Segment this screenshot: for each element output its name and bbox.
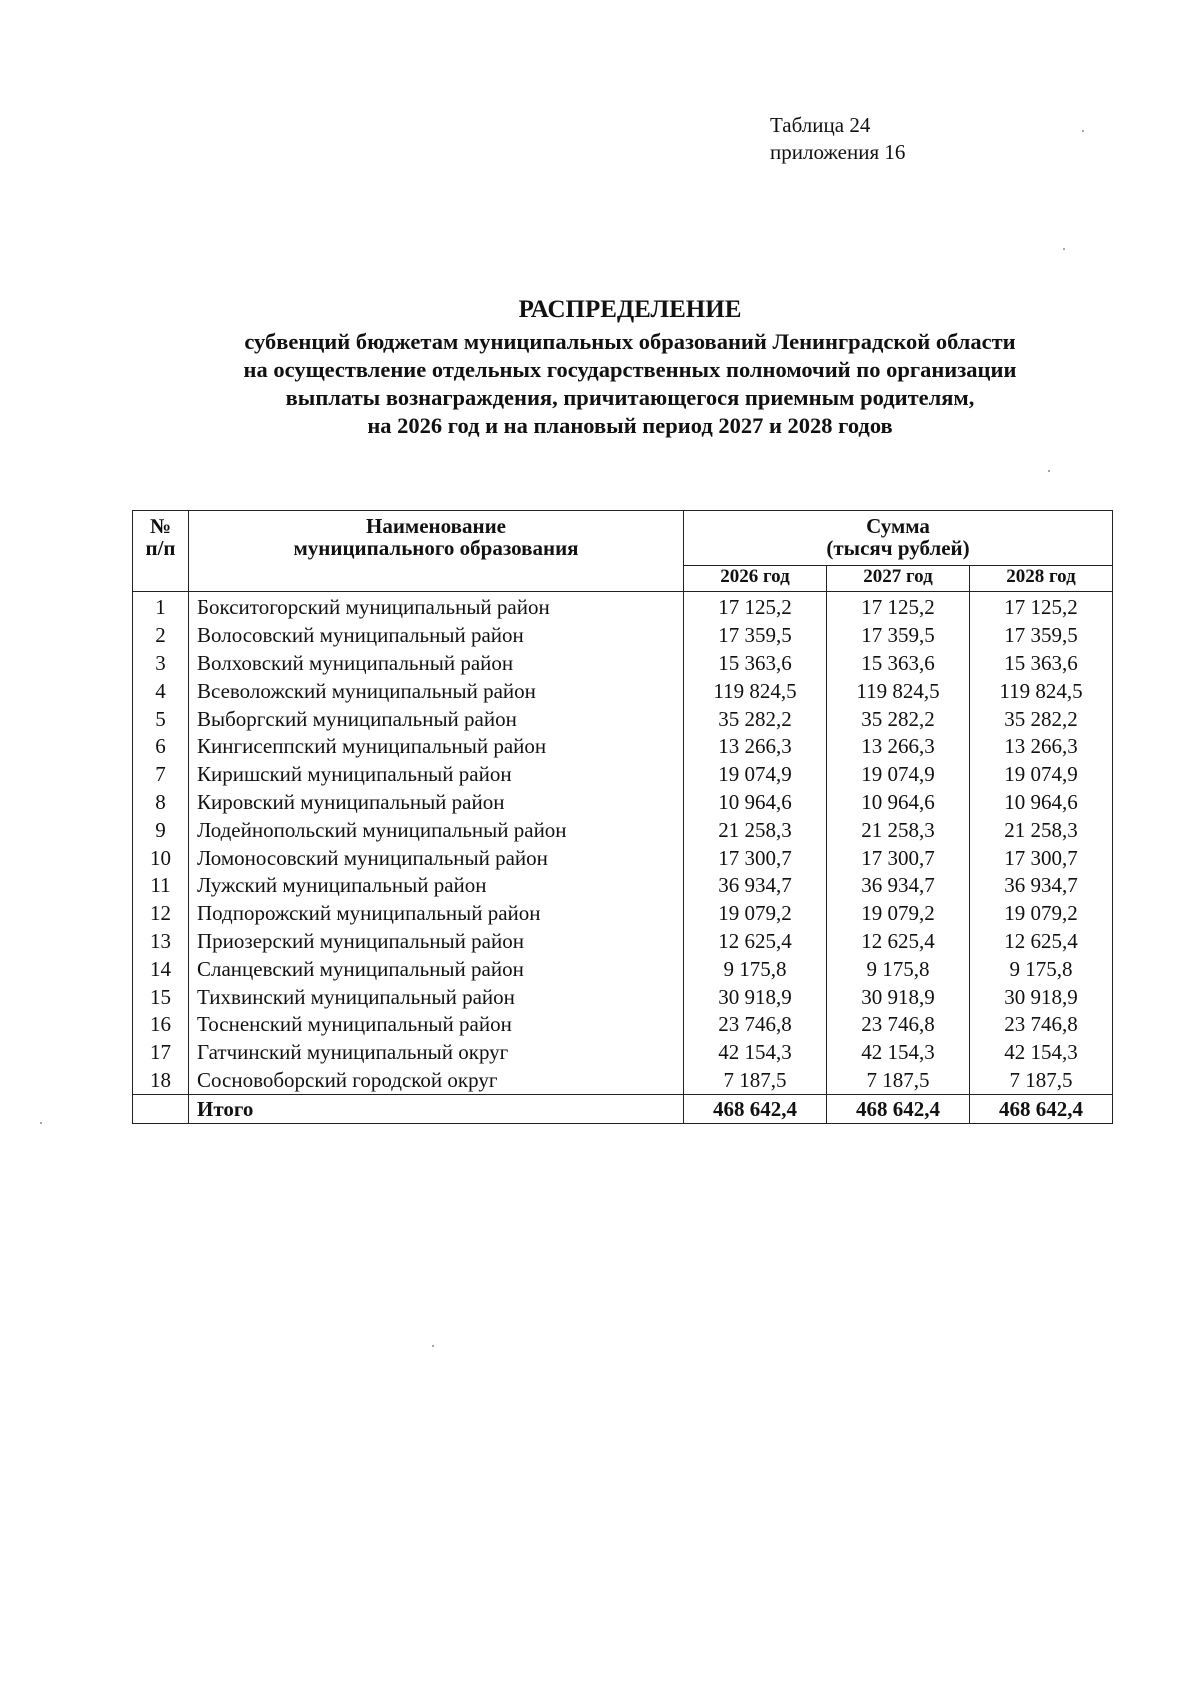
row-value-2028: 35 282,2 [970, 705, 1113, 733]
row-number: 5 [133, 705, 189, 733]
appendix-label: приложения 16 [770, 140, 906, 164]
header-number-line-1: № [149, 514, 172, 538]
table-row [133, 872, 1113, 900]
row-municipality-name: Подпорожский муниципальный район [189, 900, 684, 928]
row-value-2026: 19 079,2 [684, 900, 827, 928]
row-number: 17 [133, 1039, 189, 1067]
row-value-2028: 36 934,7 [970, 872, 1113, 900]
row-value-2028: 17 359,5 [970, 622, 1113, 650]
row-value-2026: 17 300,7 [684, 844, 827, 872]
row-number: 11 [133, 872, 189, 900]
row-value-2026: 9 175,8 [684, 955, 827, 983]
row-value-2028: 17 300,7 [970, 844, 1113, 872]
row-value-2027: 119 824,5 [827, 677, 970, 705]
row-value-2026: 42 154,3 [684, 1039, 827, 1067]
row-value-2028: 23 746,8 [970, 1011, 1113, 1039]
row-municipality-name: Киришский муниципальный район [189, 761, 684, 789]
row-value-2026: 19 074,9 [684, 761, 827, 789]
row-municipality-name: Приозерский муниципальный район [189, 928, 684, 956]
table-row [133, 955, 1113, 983]
table-annotation [770, 112, 905, 166]
total-label: Итого [189, 1095, 684, 1124]
total-2027: 468 642,4 [827, 1095, 970, 1124]
row-value-2028: 119 824,5 [970, 677, 1113, 705]
row-value-2028: 9 175,8 [970, 955, 1113, 983]
row-value-2028: 17 125,2 [970, 592, 1113, 622]
row-number: 7 [133, 761, 189, 789]
row-municipality-name: Кировский муниципальный район [189, 789, 684, 817]
row-municipality-name: Волховский муниципальный район [189, 650, 684, 678]
row-value-2027: 19 079,2 [827, 900, 970, 928]
heading-line-3: выплаты вознаграждения, причитающегося приемным родителям, [285, 385, 975, 410]
row-value-2028: 12 625,4 [970, 928, 1113, 956]
document-title: РАСПРЕДЕЛЕНИЕ [518, 296, 742, 323]
row-value-2026: 23 746,8 [684, 1011, 827, 1039]
total-number-cell [133, 1095, 189, 1124]
row-number: 6 [133, 733, 189, 761]
row-value-2026: 13 266,3 [684, 733, 827, 761]
header-sum-line-2: (тысяч рублей) [826, 536, 970, 560]
table-row [133, 650, 1113, 678]
row-value-2027: 17 359,5 [827, 622, 970, 650]
row-number: 9 [133, 816, 189, 844]
row-number: 18 [133, 1067, 189, 1095]
row-value-2027: 9 175,8 [827, 955, 970, 983]
row-municipality-name: Сосновоборский городской округ [189, 1067, 684, 1095]
row-value-2026: 36 934,7 [684, 872, 827, 900]
row-value-2028: 19 074,9 [970, 761, 1113, 789]
table-row [133, 1039, 1113, 1067]
row-value-2028: 7 187,5 [970, 1067, 1113, 1095]
row-municipality-name: Лужский муниципальный район [189, 872, 684, 900]
header-number-line-2: п/п [145, 536, 176, 560]
row-municipality-name: Выборгский муниципальный район [189, 705, 684, 733]
header-sum [684, 511, 1113, 566]
header-number [133, 511, 189, 592]
row-value-2026: 15 363,6 [684, 650, 827, 678]
row-municipality-name: Тихвинский муниципальный район [189, 983, 684, 1011]
row-number: 2 [133, 622, 189, 650]
row-value-2027: 19 074,9 [827, 761, 970, 789]
row-number: 14 [133, 955, 189, 983]
distribution-table [132, 510, 1113, 1124]
row-municipality-name: Всеволожский муниципальный район [189, 677, 684, 705]
row-value-2027: 23 746,8 [827, 1011, 970, 1039]
row-value-2026: 17 359,5 [684, 622, 827, 650]
row-value-2027: 7 187,5 [827, 1067, 970, 1095]
header-name [189, 511, 684, 592]
total-row [133, 1095, 1113, 1124]
row-value-2026: 35 282,2 [684, 705, 827, 733]
row-value-2027: 42 154,3 [827, 1039, 970, 1067]
heading-line-1: субвенций бюджетам муниципальных образований Ленинградской области [244, 329, 1016, 354]
heading-line-2: на осуществление отдельных государственных полномочий по организации [243, 357, 1017, 382]
row-value-2028: 10 964,6 [970, 789, 1113, 817]
table-row [133, 1011, 1113, 1039]
row-municipality-name: Гатчинский муниципальный округ [189, 1039, 684, 1067]
row-municipality-name: Кингисеппский муниципальный район [189, 733, 684, 761]
row-number: 1 [133, 592, 189, 622]
row-value-2026: 7 187,5 [684, 1067, 827, 1095]
table-row [133, 761, 1113, 789]
table-row [133, 844, 1113, 872]
row-value-2028: 15 363,6 [970, 650, 1113, 678]
row-number: 8 [133, 789, 189, 817]
scan-speck [1063, 248, 1065, 250]
table-row [133, 677, 1113, 705]
row-value-2026: 21 258,3 [684, 816, 827, 844]
row-municipality-name: Лодейнопольский муниципальный район [189, 816, 684, 844]
row-value-2028: 21 258,3 [970, 816, 1113, 844]
header-name-line-1: Наименование [366, 514, 506, 538]
table-row [133, 900, 1113, 928]
row-value-2028: 19 079,2 [970, 900, 1113, 928]
row-value-2027: 17 125,2 [827, 592, 970, 622]
scan-speck [1082, 130, 1084, 132]
header-year-2026: 2026 год [684, 566, 827, 592]
row-value-2027: 15 363,6 [827, 650, 970, 678]
total-2026: 468 642,4 [684, 1095, 827, 1124]
row-value-2027: 12 625,4 [827, 928, 970, 956]
row-number: 3 [133, 650, 189, 678]
row-municipality-name: Сланцевский муниципальный район [189, 955, 684, 983]
row-value-2027: 17 300,7 [827, 844, 970, 872]
row-number: 10 [133, 844, 189, 872]
table-number-label: Таблица 24 [770, 113, 871, 137]
document-heading [150, 294, 1110, 440]
row-municipality-name: Ломоносовский муниципальный район [189, 844, 684, 872]
scan-speck [432, 1345, 434, 1347]
row-number: 4 [133, 677, 189, 705]
row-value-2027: 30 918,9 [827, 983, 970, 1011]
row-value-2026: 12 625,4 [684, 928, 827, 956]
row-number: 16 [133, 1011, 189, 1039]
scan-speck [1048, 470, 1050, 472]
heading-line-4: на 2026 год и на плановый период 2027 и 2028 годов [367, 413, 893, 438]
row-value-2026: 30 918,9 [684, 983, 827, 1011]
header-sum-line-1: Сумма [866, 514, 930, 538]
scan-speck [40, 1122, 42, 1124]
row-value-2028: 30 918,9 [970, 983, 1113, 1011]
table-row [133, 705, 1113, 733]
table-row [133, 816, 1113, 844]
row-value-2027: 13 266,3 [827, 733, 970, 761]
row-municipality-name: Бокситогорский муниципальный район [189, 592, 684, 622]
row-number: 12 [133, 900, 189, 928]
row-municipality-name: Тосненский муниципальный район [189, 1011, 684, 1039]
row-value-2026: 119 824,5 [684, 677, 827, 705]
row-value-2026: 10 964,6 [684, 789, 827, 817]
table-row [133, 622, 1113, 650]
table-row [133, 592, 1113, 622]
row-value-2026: 17 125,2 [684, 592, 827, 622]
row-municipality-name: Волосовский муниципальный район [189, 622, 684, 650]
row-value-2028: 13 266,3 [970, 733, 1113, 761]
row-number: 13 [133, 928, 189, 956]
row-value-2027: 21 258,3 [827, 816, 970, 844]
table-row [133, 789, 1113, 817]
table-row [133, 1067, 1113, 1095]
table-row [133, 733, 1113, 761]
header-year-2028: 2028 год [970, 566, 1113, 592]
header-name-line-2: муниципального образования [293, 536, 579, 560]
row-value-2028: 42 154,3 [970, 1039, 1113, 1067]
table-row [133, 983, 1113, 1011]
row-value-2027: 10 964,6 [827, 789, 970, 817]
row-number: 15 [133, 983, 189, 1011]
header-year-2027: 2027 год [827, 566, 970, 592]
row-value-2027: 35 282,2 [827, 705, 970, 733]
row-value-2027: 36 934,7 [827, 872, 970, 900]
table-row [133, 928, 1113, 956]
total-2028: 468 642,4 [970, 1095, 1113, 1124]
